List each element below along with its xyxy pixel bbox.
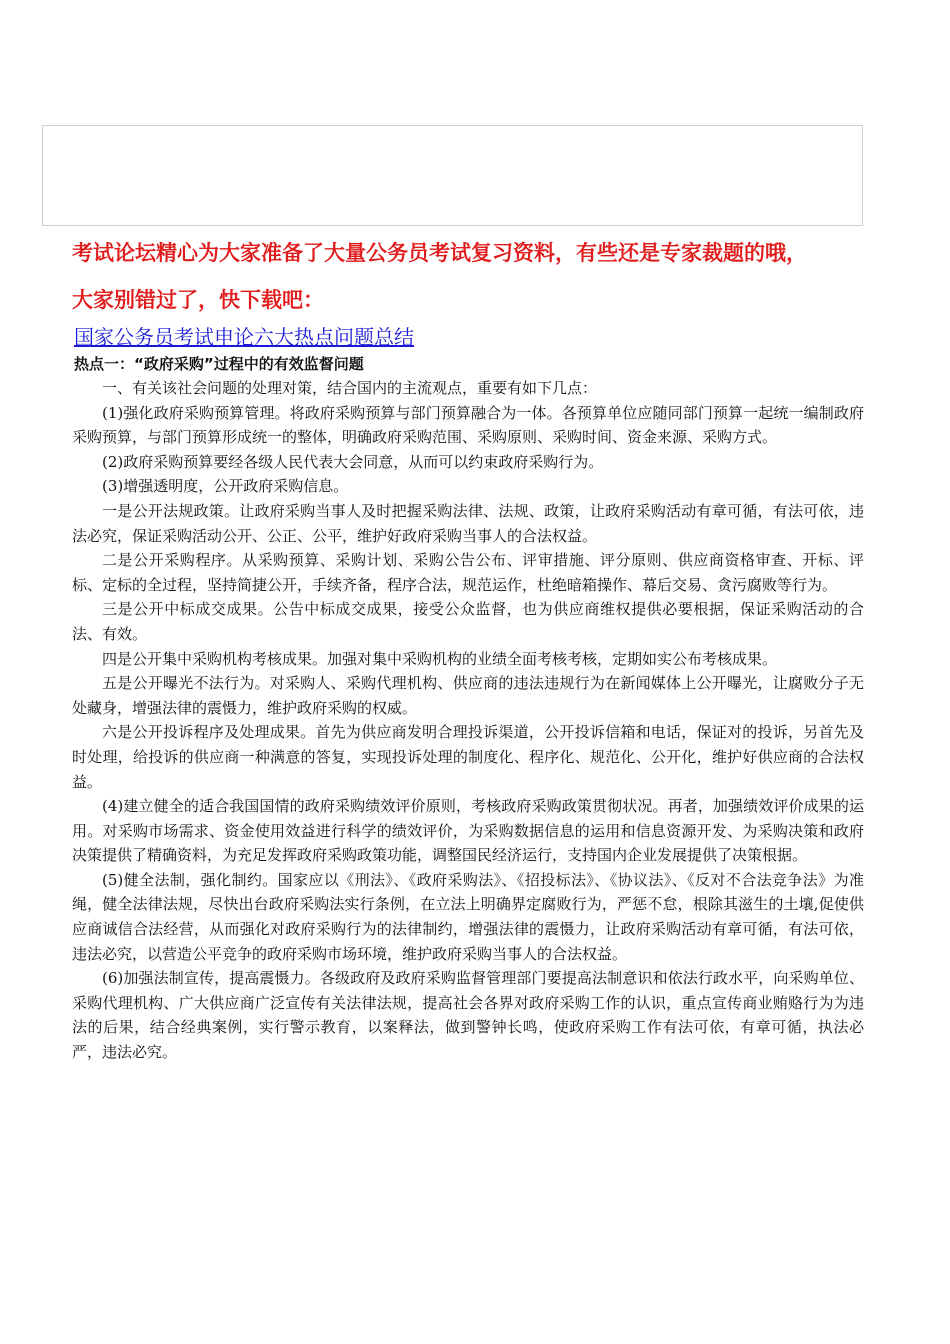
promo-line-1: 考试论坛精心为大家准备了大量公务员考试复习资料，有些还是专家裁题的哦， [72, 241, 807, 265]
paragraph: 二是公开采购程序。从采购预算、采购计划、采购公告公布、评审措施、评分原则、供应商资格审查、开标、评标、定标的全过程，坚持简捷公开，手续齐备，程序合法，规范运作，杜绝暗箱操作、幕后交易、贪污腐败等行为。 [72, 551, 864, 594]
hotspot-heading: 热点一：“政府采购”过程中的有效监督问题 [74, 355, 364, 373]
paragraph: 一是公开法规政策。让政府采购当事人及时把握采购法律、法规、政策，让政府采购活动有章可循，有法可依，违法必究，保证采购活动公开、公正、公平，维护好政府采购当事人的合法权益。 [72, 501, 864, 545]
paragraph: (1)强化政府采购预算管理。将政府采购预算与部门预算融合为一体。各预算单位应随同部门预算一起统一编制政府采购预算，与部门预算形成统一的整体，明确政府采购范围、采购原则、采购时间、资金来源、采购方式。 [72, 403, 864, 447]
paragraph: 三是公开中标成交成果。公告中标成交成果，接受公众监督，也为供应商维权提供必要根据，保证采购活动的合法、有效。 [72, 600, 864, 643]
paragraph: (2)政府采购预算要经各级人民代表大会同意，从而可以约束政府采购行为。 [102, 452, 604, 471]
paragraph: 六是公开投诉程序及处理成果。首先为供应商发明合理投诉渠道，公开投诉信箱和电话，保证对的投诉，另首先及时处理，给投诉的供应商一种满意的答复，实现投诉处理的制度化、程序化、规范化、公开化，维护好供应商的合法权益。 [72, 723, 864, 791]
paragraph: 四是公开集中采购机构考核成果。加强对集中采购机构的业绩全面考核考核，定期如实公布考核成果。 [102, 649, 778, 668]
article-body [72, 376, 864, 1065]
promo-line-2: 大家别错过了，快下载吧： [72, 288, 324, 312]
paragraph: 五是公开曝光不法行为。对采购人、采购代理机构、供应商的违法违规行为在新闻媒体上公开曝光，让腐败分子无处藏身，增强法律的震慑力，维护政府采购的权威。 [72, 674, 864, 717]
paragraph: (6)加强法制宣传，提高震慑力。各级政府及政府采购监督管理部门要提高法制意识和依法行政水平，向采购单位、采购代理机构、广大供应商广泛宣传有关法律法规，提高社会各界对政府采购工作的认识，重点宣传商业贿赂行为为违法的后果，结合经典案例，实行警示教育，以案释法，做到警钟长鸣，使政府采购工作有法可依，有章可循，执法必严，违法必究。 [72, 969, 864, 1062]
paragraph: (3)增强透明度，公开政府采购信息。 [102, 477, 349, 496]
paragraph: (5)健全法制，强化制约。国家应以《刑法》、《政府采购法》、《招投标法》、《协议法》、《反对不合法竞争法》为准绳，健全法律法规，尽快出台政府采购法实行条例，在立法上明确界定腐败行为，严惩不怠，根除其滋生的土壤,促使供应商诚信合法经营，从而强化对政府采购行为的法律制约，增强法律的震慑力，让政府采购活动有章可循，有法可依，违法必究，以营造公平竞争的政府采购市场环境，维护政府采购当事人的合法权益。 [72, 870, 864, 963]
paragraph: (4)建立健全的适合我国国情的政府采购绩效评价原则，考核政府采购政策贯彻状况。再者，加强绩效评价成果的运用。对采购市场需求、资金使用效益进行科学的绩效评价，为采购数据信息的运用和信息资源开发、为采购决策和政府决策提供了精确资料，为充足发挥政府采购政策功能，调整国民经济运行，支持国内企业发展提供了决策根据。 [72, 797, 864, 865]
ad-banner-placeholder [42, 125, 863, 226]
paragraph: 一、有关该社会问题的处理对策，结合国内的主流观点，重要有如下几点： [102, 379, 598, 397]
article-title-link[interactable]: 国家公务员考试申论六大热点问题总结 [74, 325, 414, 349]
